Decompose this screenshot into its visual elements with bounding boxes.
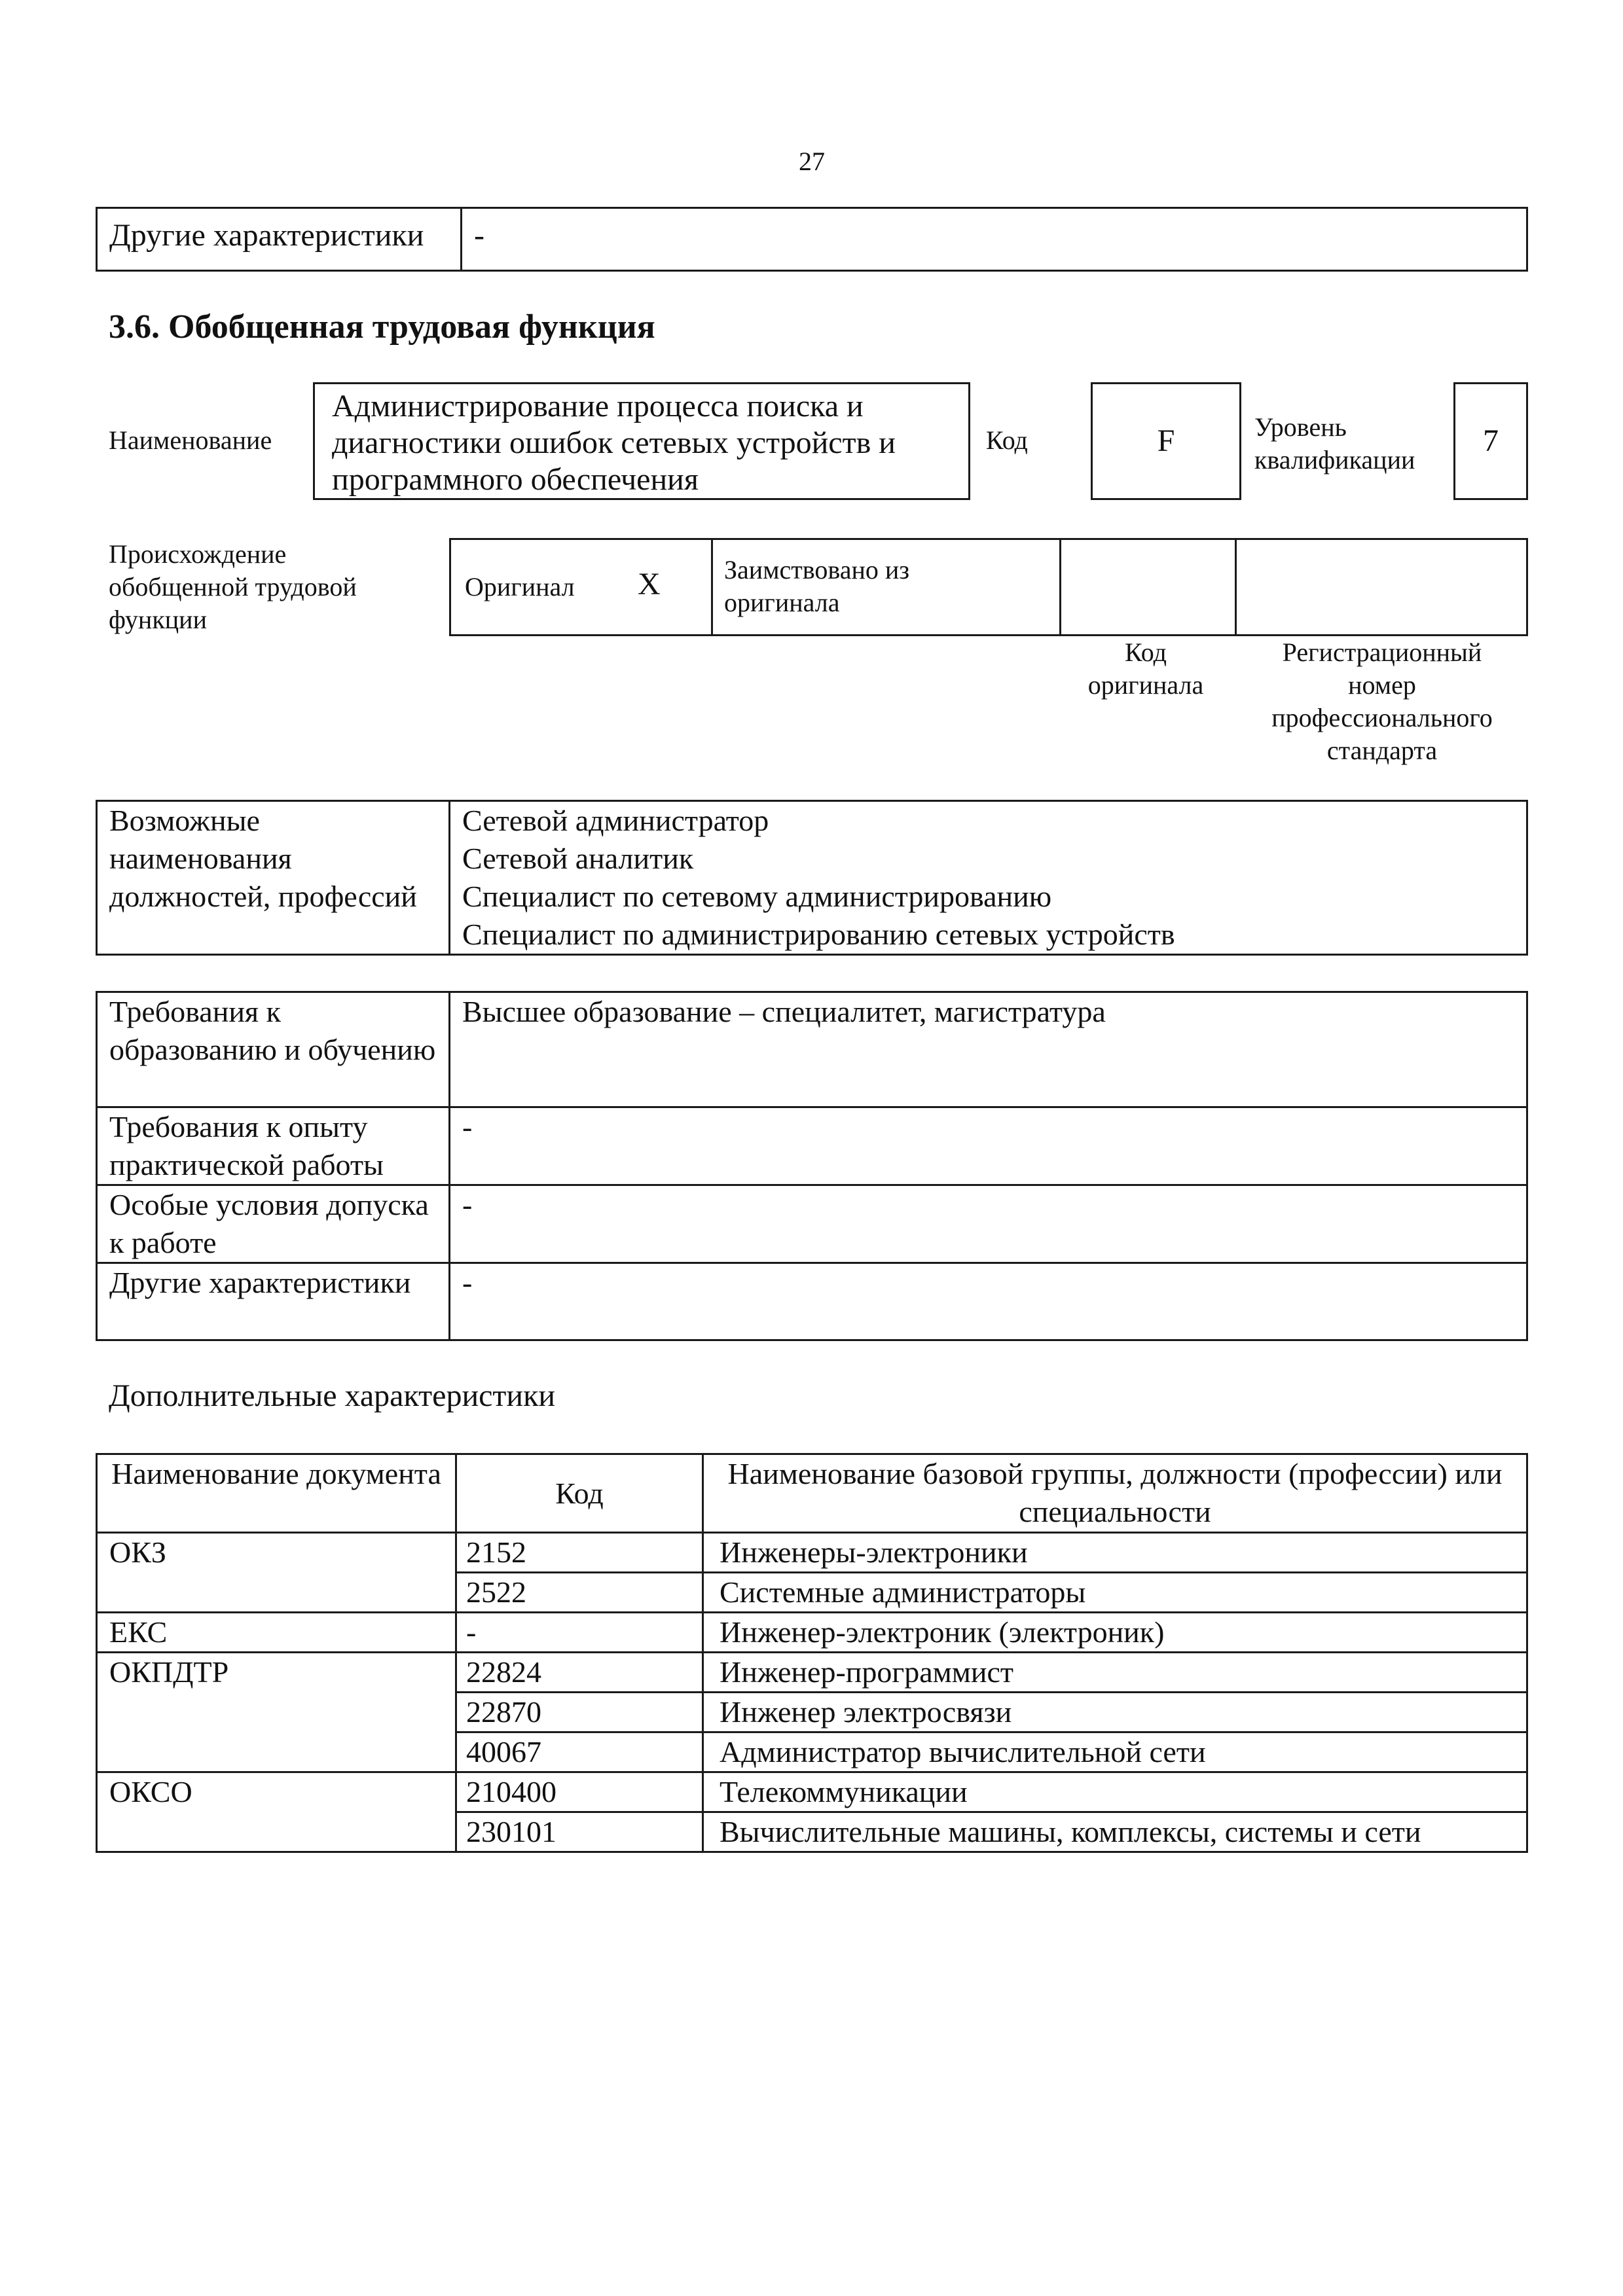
requirement-label: Требования к опыту практической работы	[97, 1107, 450, 1185]
requirement-value: -	[450, 1185, 1527, 1263]
name-cell: Инженер-программист	[703, 1653, 1527, 1693]
header-code: Код	[456, 1454, 703, 1533]
top-characteristics-table	[96, 207, 1528, 272]
section-title: 3.6. Обобщенная трудовая функция	[109, 308, 655, 346]
level-label: Уровень квалификации	[1254, 412, 1415, 475]
reg-number-caption: Регистрационный номер профессионального стандарта	[1271, 637, 1493, 765]
code-cell: 230101	[456, 1812, 703, 1852]
code-cell: 22824	[456, 1653, 703, 1693]
code-cell: 210400	[456, 1772, 703, 1812]
doc-cell: ОКЗ	[97, 1533, 456, 1613]
requirement-label: Требования к образованию и обучению	[97, 992, 450, 1107]
name-cell: Инженеры-электроники	[703, 1533, 1527, 1573]
level-value: 7	[1453, 382, 1528, 500]
code-cell: 40067	[456, 1732, 703, 1772]
name-cell: Инженер-электроник (электроник)	[703, 1613, 1527, 1653]
requirement-value: -	[450, 1107, 1527, 1185]
header-name: Наименование базовой группы, должности (профессии) или специальности	[703, 1454, 1527, 1533]
original-mark: X	[638, 567, 661, 601]
code-cell: -	[456, 1613, 703, 1653]
positions-label: Возможные наименования должностей, профессий	[97, 801, 450, 955]
name-cell: Вычислительные машины, комплексы, системы и сети	[703, 1812, 1527, 1852]
origin-table	[449, 538, 1528, 636]
naming-label: Наименование	[109, 425, 272, 455]
top-characteristics-label: Другие характеристики	[97, 208, 462, 271]
code-cell: 2522	[456, 1573, 703, 1613]
code-cell: 2152	[456, 1533, 703, 1573]
requirement-value: Высшее образование – специалитет, магистратура	[450, 992, 1527, 1107]
position-item: Сетевой аналитик	[462, 842, 694, 875]
requirements-table	[96, 991, 1528, 1341]
name-cell: Инженер электросвязи	[703, 1693, 1527, 1732]
requirement-value: -	[450, 1263, 1527, 1340]
additional-table	[96, 1453, 1528, 1853]
name-cell: Системные администраторы	[703, 1573, 1527, 1613]
requirement-label: Особые условия допуска к работе	[97, 1185, 450, 1263]
position-item: Специалист по сетевому администрированию	[462, 880, 1052, 913]
code-label: Код	[986, 425, 1028, 455]
name-cell: Администратор вычислительной сети	[703, 1732, 1527, 1772]
code-cell: 22870	[456, 1693, 703, 1732]
name-cell: Телекоммуникации	[703, 1772, 1527, 1812]
positions-list	[450, 801, 1527, 955]
naming-value: Администрирование процесса поиска и диагностики ошибок сетевых устройств и программного обеспечения	[313, 382, 970, 500]
code-original-caption: Код оригинала	[1087, 637, 1204, 700]
requirement-label: Другие характеристики	[97, 1263, 450, 1340]
code-value: F	[1091, 382, 1241, 500]
doc-cell: ЕКС	[97, 1613, 456, 1653]
borrowed-label: Заимствовано из оригинала	[724, 555, 910, 617]
doc-cell: ОКПДТР	[97, 1653, 456, 1772]
header-doc: Наименование документа	[97, 1454, 456, 1533]
position-item: Сетевой администратор	[462, 804, 769, 837]
position-item: Специалист по администрированию сетевых устройств	[462, 918, 1175, 951]
original-label: Оригинал	[465, 572, 575, 601]
page-number: 27	[799, 147, 825, 176]
top-characteristics-value: -	[462, 208, 1527, 271]
additional-title: Дополнительные характеристики	[109, 1378, 556, 1413]
origin-label: Происхождение обобщенной трудовой функции	[109, 539, 357, 634]
doc-cell: ОКСО	[97, 1772, 456, 1852]
positions-table	[96, 800, 1528, 956]
